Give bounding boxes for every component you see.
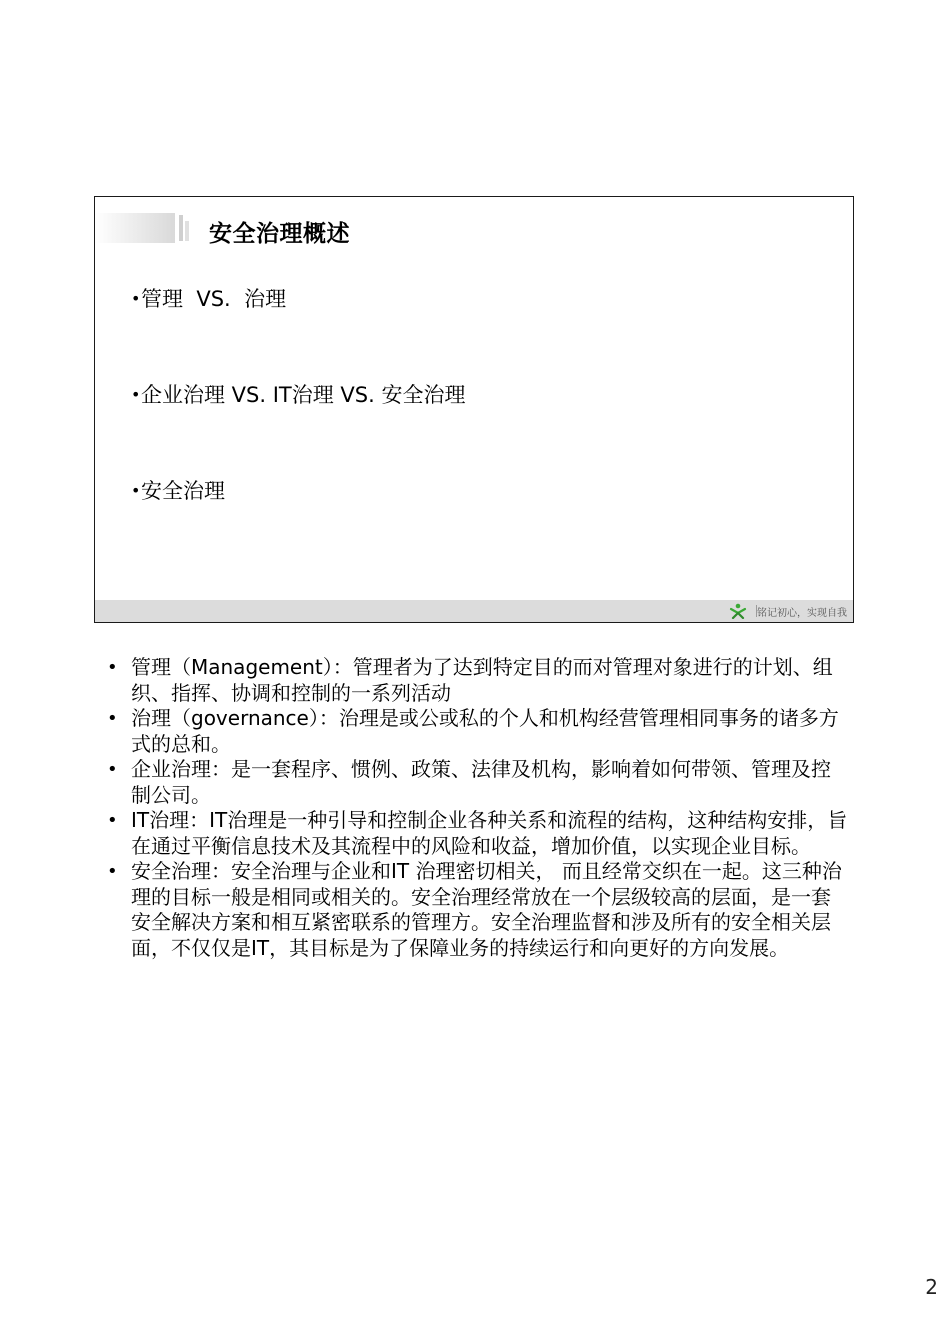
notes-item bbox=[105, 757, 850, 808]
slide-title: 安全治理概述 bbox=[209, 221, 350, 247]
bullet-marker: • bbox=[107, 810, 118, 831]
slide-bullet bbox=[131, 283, 286, 313]
notes-item-text: 企业治理：是一套程序、惯例、政策、法律及机构，影响着如何带领、管理及控制公司。 bbox=[131, 757, 831, 807]
notes-item-text: IT治理：IT治理是一种引导和控制企业各种关系和流程的结构，这种结构安排，旨在通过平衡信息技术及其流程中的风险和收益，增加价值，以实现企业目标。 bbox=[131, 808, 848, 858]
footer-slogan: 铭记初心，实现自我 bbox=[757, 608, 847, 619]
notes-item-text: 管理（Management）：管理者为了达到特定目的而对管理对象进行的计划、组织、指挥、协调和控制的一系列活动 bbox=[131, 655, 833, 705]
title-accent-bar bbox=[95, 213, 175, 243]
bullet-marker: • bbox=[131, 481, 141, 500]
title-accent-tick bbox=[179, 215, 183, 241]
notes-item-text: 安全治理：安全治理与企业和IT 治理密切相关， 而且经常交织在一起。这三种治理的目标一般是相同或相关的。安全治理经常放在一个层级较高的层面，是一套安全解决方案和相互紧密联系的管理方。安全治理监督和涉及所有的安全相关层面，不仅仅是IT，其目标是为了保障业务的持续运行和向更好的方向发展。 bbox=[131, 859, 842, 960]
slide-bullet-text: 安全治理 bbox=[141, 479, 225, 503]
bullet-marker: • bbox=[131, 385, 141, 404]
slide-bullet-text: 管理 VS. 治理 bbox=[141, 287, 287, 311]
slide-footer bbox=[95, 600, 853, 622]
notes-list bbox=[105, 655, 850, 961]
green-figure-logo-icon bbox=[729, 603, 747, 619]
bullet-marker: • bbox=[107, 759, 118, 780]
slide-bullet bbox=[131, 475, 225, 505]
notes-item bbox=[105, 859, 850, 961]
notes-item bbox=[105, 706, 850, 757]
notes-item-text: 治理（governance）：治理是或公或私的个人和机构经营管理相同事务的诸多方式的总和。 bbox=[131, 706, 839, 756]
title-accent-tick bbox=[185, 221, 189, 241]
notes-item bbox=[105, 655, 850, 706]
slide-thumbnail bbox=[94, 196, 854, 623]
bullet-marker: • bbox=[107, 861, 118, 882]
bullet-marker: • bbox=[107, 657, 118, 678]
bullet-marker: • bbox=[131, 289, 141, 308]
slide-bullet bbox=[131, 379, 465, 409]
notes-item bbox=[105, 808, 850, 859]
slide-bullet-text: 企业治理 VS. IT治理 VS. 安全治理 bbox=[141, 383, 466, 407]
page-number: 2 bbox=[925, 1275, 938, 1299]
bullet-marker: • bbox=[107, 708, 118, 729]
